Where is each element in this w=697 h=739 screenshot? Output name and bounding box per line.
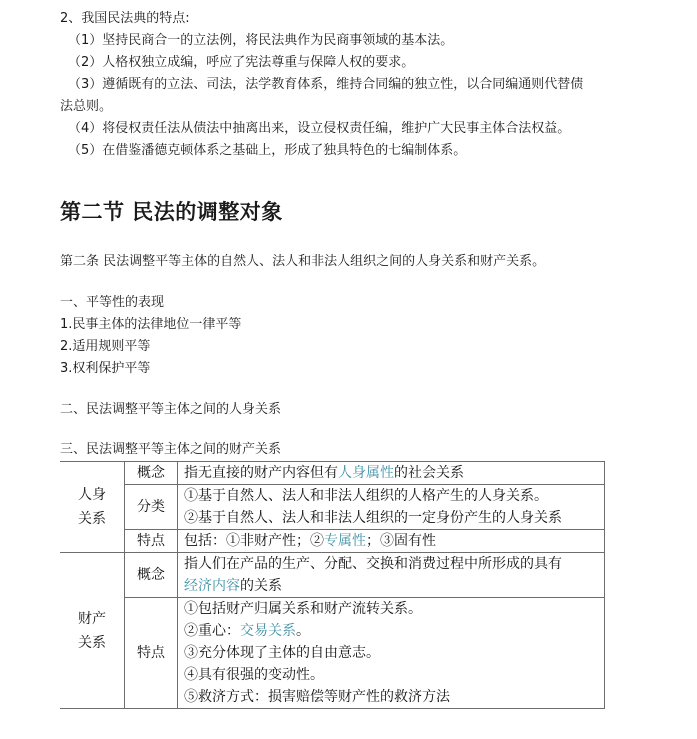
relations-table bbox=[60, 461, 605, 709]
classification-label: 分类 bbox=[125, 485, 178, 530]
equality-item: 2.适用规则平等 bbox=[60, 339, 151, 354]
personal-concept: 指无直接的财产内容但有人身属性的社会关系 bbox=[178, 462, 605, 485]
property-relation-label: 财产 关系 bbox=[60, 553, 125, 709]
feature-item: ①包括财产归属关系和财产流转关系。 bbox=[184, 601, 422, 617]
civil-code-features bbox=[60, 8, 690, 162]
feature-item: ③充分体现了主体的自由意志。 bbox=[184, 645, 380, 661]
property-concept: 指人们在产品的生产、分配、交换和消费过程中所形成的具有 经济内容的关系 bbox=[178, 553, 605, 598]
personal-features: 包括：①非财产性；②专属性；③固有性 bbox=[178, 530, 605, 553]
property-features bbox=[178, 598, 605, 709]
feature-point: （4）将侵权责任法从债法中抽离出来，设立侵权责任编，维护广大民事主体合法权益。 bbox=[68, 121, 571, 136]
feature-label: 特点 bbox=[125, 530, 178, 553]
article-text: 第二条 民法调整平等主体的自然人、法人和非法人组织之间的人身关系和财产关系。 bbox=[60, 254, 546, 269]
classification-item: ①基于自然人、法人和非法人组织的人格产生的人身关系。 bbox=[178, 485, 605, 508]
table-row bbox=[60, 530, 605, 553]
feature-point: （2）人格权独立成编，呼应了宪法尊重与保障人权的要求。 bbox=[68, 55, 415, 70]
feature-label: 特点 bbox=[125, 598, 178, 709]
table-row bbox=[60, 462, 605, 485]
section-title: 第二节 民法的调整对象 bbox=[60, 200, 283, 224]
feature-item: ⑤救济方式：损害赔偿等财产性的救济方法 bbox=[184, 689, 450, 705]
table-row bbox=[60, 485, 605, 508]
features-heading: 2、我国民法典的特点: bbox=[60, 11, 190, 26]
feature-point: （1）坚持民商合一的立法例，将民法典作为民商事领域的基本法。 bbox=[68, 33, 454, 48]
feature-item: ④具有很强的变动性。 bbox=[184, 667, 324, 683]
table-row bbox=[60, 553, 605, 598]
equality-item: 3.权利保护平等 bbox=[60, 361, 151, 376]
property-relations-heading: 三、民法调整平等主体之间的财产关系 bbox=[60, 442, 282, 457]
equality-heading: 一、平等性的表现 bbox=[60, 295, 165, 310]
equality-item: 1.民事主体的法律地位一律平等 bbox=[60, 317, 242, 332]
feature-point: （3）遵循既有的立法、司法，法学教育体系，维持合同编的独立性，以合同编通则代替债 bbox=[68, 77, 584, 92]
feature-point-continuation: 法总则。 bbox=[60, 99, 113, 114]
personal-relation-label: 人身 关系 bbox=[60, 462, 125, 553]
concept-label: 概念 bbox=[125, 553, 178, 598]
feature-item: ②重心：交易关系。 bbox=[184, 623, 310, 639]
concept-label: 概念 bbox=[125, 462, 178, 485]
classification-item: ②基于自然人、法人和非法人组织的一定身份产生的人身关系 bbox=[178, 507, 605, 530]
personal-relations-heading: 二、民法调整平等主体之间的人身关系 bbox=[60, 402, 282, 417]
feature-point: （5）在借鉴潘德克顿体系之基础上，形成了独具特色的七编制体系。 bbox=[68, 143, 467, 158]
table-row bbox=[60, 598, 605, 709]
equality-section bbox=[60, 292, 241, 380]
